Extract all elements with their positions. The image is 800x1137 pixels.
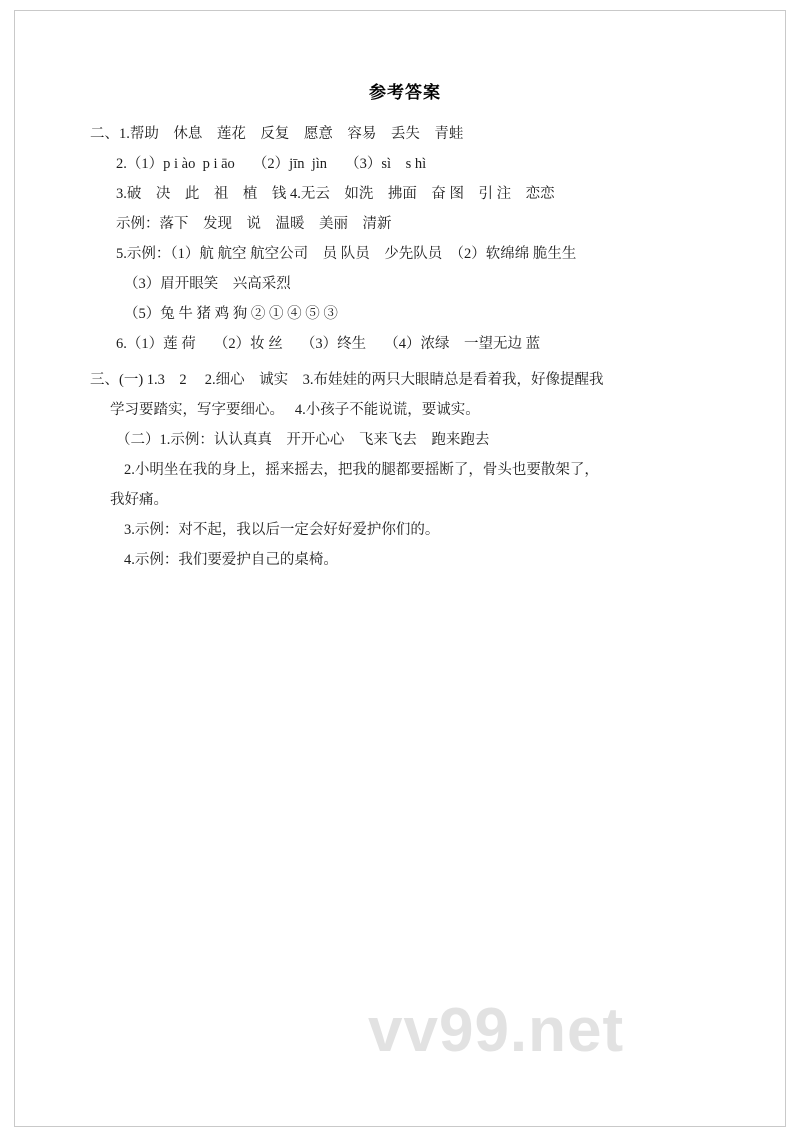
answer-line: （二）1.示例：认认真真 开开心心 飞来飞去 跑来跑去 (116, 432, 490, 448)
section-two (90, 119, 720, 359)
answer-line: 4.示例：我们要爱护自己的桌椅。 (124, 552, 338, 568)
answer-line: 3.示例：对不起，我以后一定会好好爱护你们的。 (124, 522, 440, 538)
watermark: vv99.net (368, 996, 625, 1065)
answer-line: 示例：落下 发现 说 温暖 美丽 清新 (116, 216, 392, 232)
answer-line: 2.小明坐在我的身上，摇来摇去，把我的腿都要摇断了，骨头也要散架了， (124, 462, 599, 478)
answer-line: 二、1.帮助 休息 莲花 反复 愿意 容易 丢失 青蛙 (90, 126, 464, 142)
answer-line: （3）眉开眼笑 兴高采烈 (124, 276, 291, 292)
answer-line: 5.示例：（1）航 航空 航空公司 员 队员 少先队员 （2）软绵绵 脆生生 (116, 246, 577, 262)
page-title: 参考答案 (369, 83, 441, 102)
document-body (90, 78, 720, 575)
answer-line: 3.破 决 此 祖 植 钱 4.无云 如洗 拂面 奋 图 引 注 恋恋 (116, 186, 555, 202)
answer-line: 我好痛。 (110, 492, 168, 508)
answer-line: 学习要踏实，写字要细心。 4.小孩子不能说谎，要诚实。 (110, 402, 480, 418)
section-three (90, 365, 720, 575)
answer-line: 2.（1）p i ào p i āo （2）jīn jìn （3）sì s hì (116, 156, 427, 172)
answer-line: （5）兔 牛 猪 鸡 狗 ② ① ④ ⑤ ③ (124, 306, 338, 322)
answer-line: 三、(一) 1.3 2 2.细心 诚实 3.布娃娃的两只大眼睛总是看着我，好像提醒我 (90, 372, 604, 388)
answer-line: 6.（1）莲 荷 （2）妆 丝 （3）终生 （4）浓绿 一望无边 蓝 (116, 336, 541, 352)
